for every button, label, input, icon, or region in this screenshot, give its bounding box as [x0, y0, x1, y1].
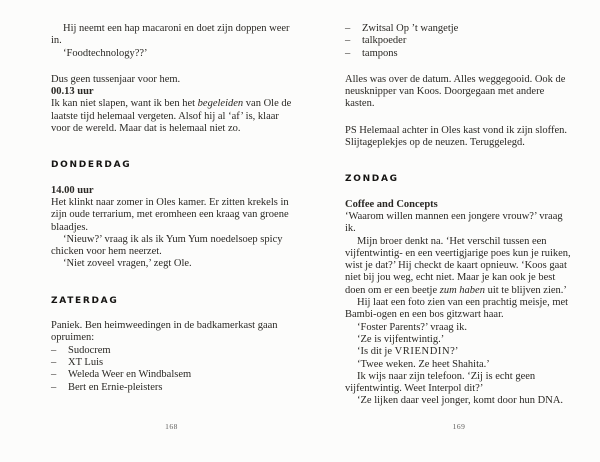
list-item	[345, 48, 573, 60]
text-run: ‘Ze is vijfentwintig.’	[357, 333, 445, 345]
paragraph	[345, 125, 573, 150]
text-run: ‘Waarom willen mannen een jongere vrouw?’ vraag ik.	[345, 210, 563, 235]
page-left-content	[51, 23, 292, 394]
list-dash: –	[345, 47, 351, 59]
bold-subheading: 00.13 uur	[51, 86, 94, 98]
list-item	[51, 382, 292, 394]
paragraph	[345, 334, 573, 346]
paragraph	[345, 346, 573, 358]
text-run: ‘Foodtechnology??’	[63, 47, 148, 59]
list-item	[345, 23, 573, 35]
list-item	[51, 369, 292, 381]
text-run: uit te blijven zien.’	[484, 284, 567, 296]
bold-subheading: Coffee and Concepts	[345, 198, 438, 210]
page-number-left: 168	[165, 422, 178, 431]
text-run: Het klinkt naar zomer in Oles kamer. Er zitten krekels in zijn oude terrarium, met eromheen een kraag van groene blaadjes.	[51, 196, 289, 233]
text-run: Ik kan niet slapen, want ik ben het	[51, 98, 198, 110]
text-run: Mijn broer denkt na. ‘Het verschil tussen een vijfentwintig- en een veertigjarige poes kun je ruiken, wist je dat?’ Hij checkt de kaart opnieuw. ‘Koos gaat niet bij jou weg, echt niet. Maar je kan ook je best doen om er een beetje	[345, 235, 571, 296]
day-heading: ZATERDAG	[51, 295, 119, 306]
paragraph	[51, 234, 292, 259]
paragraph	[51, 23, 292, 48]
list-dash: –	[51, 381, 57, 393]
day-heading: ZONDAG	[345, 174, 399, 185]
list-item-text: Bert en Ernie-pleisters	[68, 381, 163, 393]
text-run: Hij laat een foto zien van een prachtig meisje, met Bambi-ogen en een bos gitzwart haar.	[345, 297, 569, 321]
text-run: van Ole de laatste tijd helemaal vergeten. Alsof hij al ‘af’ is, klaar voor de wereld. Maar dat is helemaal niet zo.	[51, 98, 292, 135]
list-item-text: XT Luis	[68, 356, 104, 368]
list-item-text: Weleda Weer en Windbalsem	[68, 369, 192, 381]
list-dash: –	[345, 23, 351, 34]
paragraph	[51, 48, 292, 60]
paragraph	[51, 74, 292, 86]
paragraph	[51, 320, 292, 345]
italic-text: begeleiden	[197, 98, 244, 110]
day-heading: DONDERDAG	[51, 160, 132, 171]
list-dash: –	[51, 356, 57, 368]
text-run: ‘Niet zoveel vragen,’ zegt Ole.	[63, 258, 192, 270]
list-item-text: tampons	[362, 47, 398, 59]
paragraph	[345, 74, 573, 111]
text-run: ‘Nieuw?’ vraag ik als ik Yum Yum noedelsoep spicy chicken voor hem neerzet.	[51, 233, 283, 258]
list-dash: –	[51, 344, 57, 356]
text-run: ‘Ze lijken daar veel jonger, komt door hun DNA.	[357, 395, 564, 407]
paragraph	[345, 236, 573, 297]
paragraph	[345, 395, 573, 407]
text-run: ‘Is dit je	[357, 346, 395, 358]
paragraph	[345, 359, 573, 371]
list-item-text: talkpoeder	[362, 35, 407, 47]
text-run: Alles was over de datum. Alles weggegooid. Ook de neusknipper van Koos. Doorgegaan met andere kasten.	[345, 73, 566, 110]
list-item-text: Sudocrem	[68, 344, 111, 356]
bold-subheading: 14.00 uur	[51, 184, 94, 196]
text-run: Hij neemt een hap macaroni en doet zijn doppen weer in.	[51, 23, 290, 47]
text-run: Dus geen tussenjaar voor hem.	[51, 73, 181, 85]
paragraph	[51, 258, 292, 270]
paragraph	[345, 297, 573, 322]
paragraph	[345, 371, 573, 396]
text-run: ?’	[450, 346, 459, 358]
list-item	[51, 357, 292, 369]
page-right-content	[345, 23, 573, 408]
text-run: ‘Twee weken. Ze heet Shahita.’	[357, 358, 490, 370]
list-dash: –	[345, 35, 351, 47]
list-item-text: Zwitsal Op ’t wangetje	[362, 23, 459, 34]
text-run: Paniek. Ben heimweedingen in de badkamerkast gaan opruimen:	[51, 320, 278, 344]
page-left	[51, 23, 292, 431]
paragraph	[51, 98, 292, 135]
page-right	[345, 23, 573, 431]
caps-text: VRIENDIN	[394, 346, 451, 358]
paragraph	[345, 322, 573, 334]
list-dash: –	[51, 369, 57, 381]
text-run: ‘Foster Parents?’ vraag ik.	[357, 321, 468, 333]
paragraph	[51, 197, 292, 234]
text-run: Ik wijs naar zijn telefoon. ‘Zij is echt geen vijfentwintig. Weet Interpol dit?’	[345, 370, 536, 395]
list-item	[51, 345, 292, 357]
list-item	[345, 35, 573, 47]
paragraph	[345, 211, 573, 236]
italic-text: zum haben	[439, 284, 485, 296]
page-number-right: 169	[452, 422, 466, 431]
text-run: PS Helemaal achter in Oles kast vond ik zijn sloffen. Slijtageplekjes op de neuzen. Teruggelegd.	[345, 124, 568, 149]
